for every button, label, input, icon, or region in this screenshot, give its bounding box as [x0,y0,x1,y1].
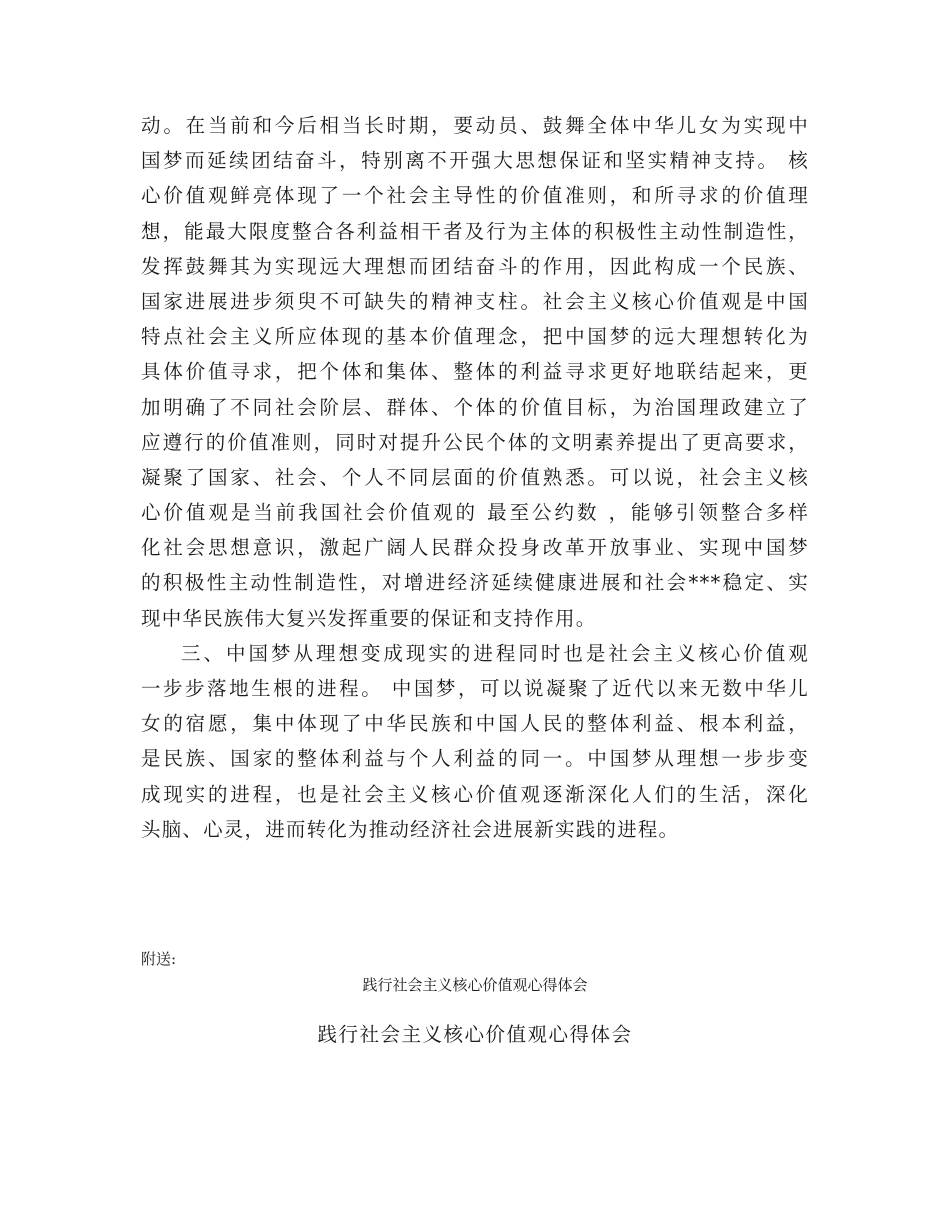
text-line: 国梦而延续团结奋斗，特别离不开强大思想保证和坚实精神支持。 核 [141,149,809,173]
text-line: 心价值观鲜亮体现了一个社会主导性的价值准则，和所寻求的价值理 [141,184,809,208]
text-line: 加明确了不同社会阶层、群体、个体的价值目标，为治国理政建立了 [141,395,809,419]
paragraph-1 [141,108,809,636]
paragraph-2 [141,636,809,847]
text-line: 发挥鼓舞其为实现远大理想而团结奋斗的作用，因此构成一个民族、 [141,254,809,278]
text-line: 国家进展进步须臾不可缺失的精神支柱。社会主义核心价值观是中国 [141,289,809,313]
text-line: 成现实的进程，也是社会主义核心价值观逐渐深化人们的生活，深化 [141,782,809,806]
text-line: 头脑、心灵，进而转化为推动经济社会进展新实践的进程。 [141,817,680,841]
text-line: 是民族、国家的整体利益与个人利益的同一。中国梦从理想一步步变 [141,747,809,771]
body-text [141,108,809,847]
text-line: 心价值观是当前我国社会价值观的 最至公约数 ，能够引领整合多样 [141,501,809,525]
text-line: 一步步落地生根的进程。 中国梦，可以说凝聚了近代以来无数中华儿 [141,677,809,700]
text-line: 的积极性主动性制造性，对增进经济延续健康进展和社会***稳定、实 [141,571,809,595]
text-line: 化社会思想意识，激起广阔人民群众投身改革开放事业、实现中国梦 [141,536,809,560]
appendix-label: 附送: [141,950,177,968]
text-line: 现中华民族伟大复兴发挥重要的保证和支持作用。 [141,606,597,630]
text-line: 特点社会主义所应体现的基本价值理念，把中国梦的远大理想转化为 [141,325,809,349]
text-line: 三、中国梦从理想变成现实的进程同时也是社会主义核心价值观 [181,641,809,665]
text-line: 具体价值寻求，把个体和集体、整体的利益寻求更好地联结起来，更 [141,360,809,384]
text-line: 女的宿愿，集中体现了中华民族和中国人民的整体利益、根本利益， [141,712,809,736]
appendix-title: 践行社会主义核心价值观心得体会 [317,1023,633,1046]
appendix-subtitle-small: 践行社会主义核心价值观心得体会 [362,976,588,994]
text-line: 凝聚了国家、社会、个人不同层面的价值熟悉。可以说，社会主义核 [141,465,809,489]
text-line: 应遵行的价值准则，同时对提升公民个体的文明素养提出了更高要求， [141,430,809,454]
text-line: 想，能最大限度整合各利益相干者及行为主体的积极性主动性制造性， [141,219,809,243]
text-line: 动。在当前和今后相当长时期，要动员、鼓舞全体中华儿女为实现中 [141,114,809,137]
